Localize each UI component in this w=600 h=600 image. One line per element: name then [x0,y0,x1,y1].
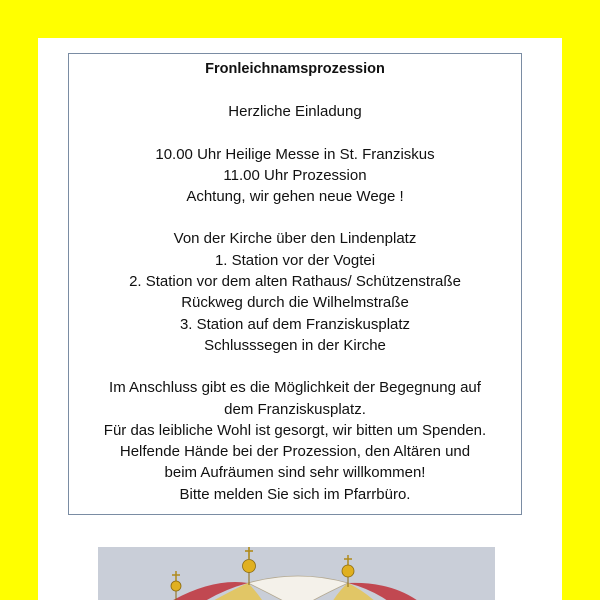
closing-section [69,377,521,505]
route-line: Rückweg durch die Wilhelmstraße [181,294,409,312]
route-line: 2. Station vor dem alten Rathaus/ Schützenstraße [129,273,461,291]
closing-line: Im Anschluss gibt es die Möglichkeit der Begegnung auf [109,379,481,397]
schedule-section [69,144,521,208]
schedule-line-notice: Achtung, wir gehen neue Wege ! [186,188,404,206]
route-line: 1. Station vor der Vogtei [214,251,376,269]
route-line: Schlusssegen in der Kirche [204,336,386,354]
canopy-drawing [98,547,495,600]
invitation-text-box [68,53,522,515]
schedule-line-procession: 11.00 Uhr Prozession [223,166,367,184]
schedule-line-mass: 10.00 Uhr Heilige Messe in St. Franziskus [155,145,435,163]
route-line: 3. Station auf dem Franziskusplatz [179,315,411,333]
closing-line: dem Franziskusplatz. [224,400,366,418]
procession-canopy-illustration [98,547,495,600]
route-line: Von der Kirche über den Lindenplatz [173,230,417,248]
closing-line: Bitte melden Sie sich im Pfarrbüro. [179,485,411,503]
cross-finial-left [171,571,181,600]
closing-line: Für das leibliche Wohl ist gesorgt, wir bitten um Spenden. [103,421,487,439]
closing-line: Helfende Hände bei der Prozession, den Altären und [119,443,471,461]
cross-finial-center [243,547,256,585]
closing-line: beim Aufräumen sind sehr willkommen! [164,464,426,482]
canopy-drape-center [248,576,348,600]
invitation-line: Herzliche Einladung [228,103,362,121]
flyer-title: Fronleichnamsprozession [205,61,385,77]
flyer-card [38,38,562,600]
route-section [69,228,521,356]
